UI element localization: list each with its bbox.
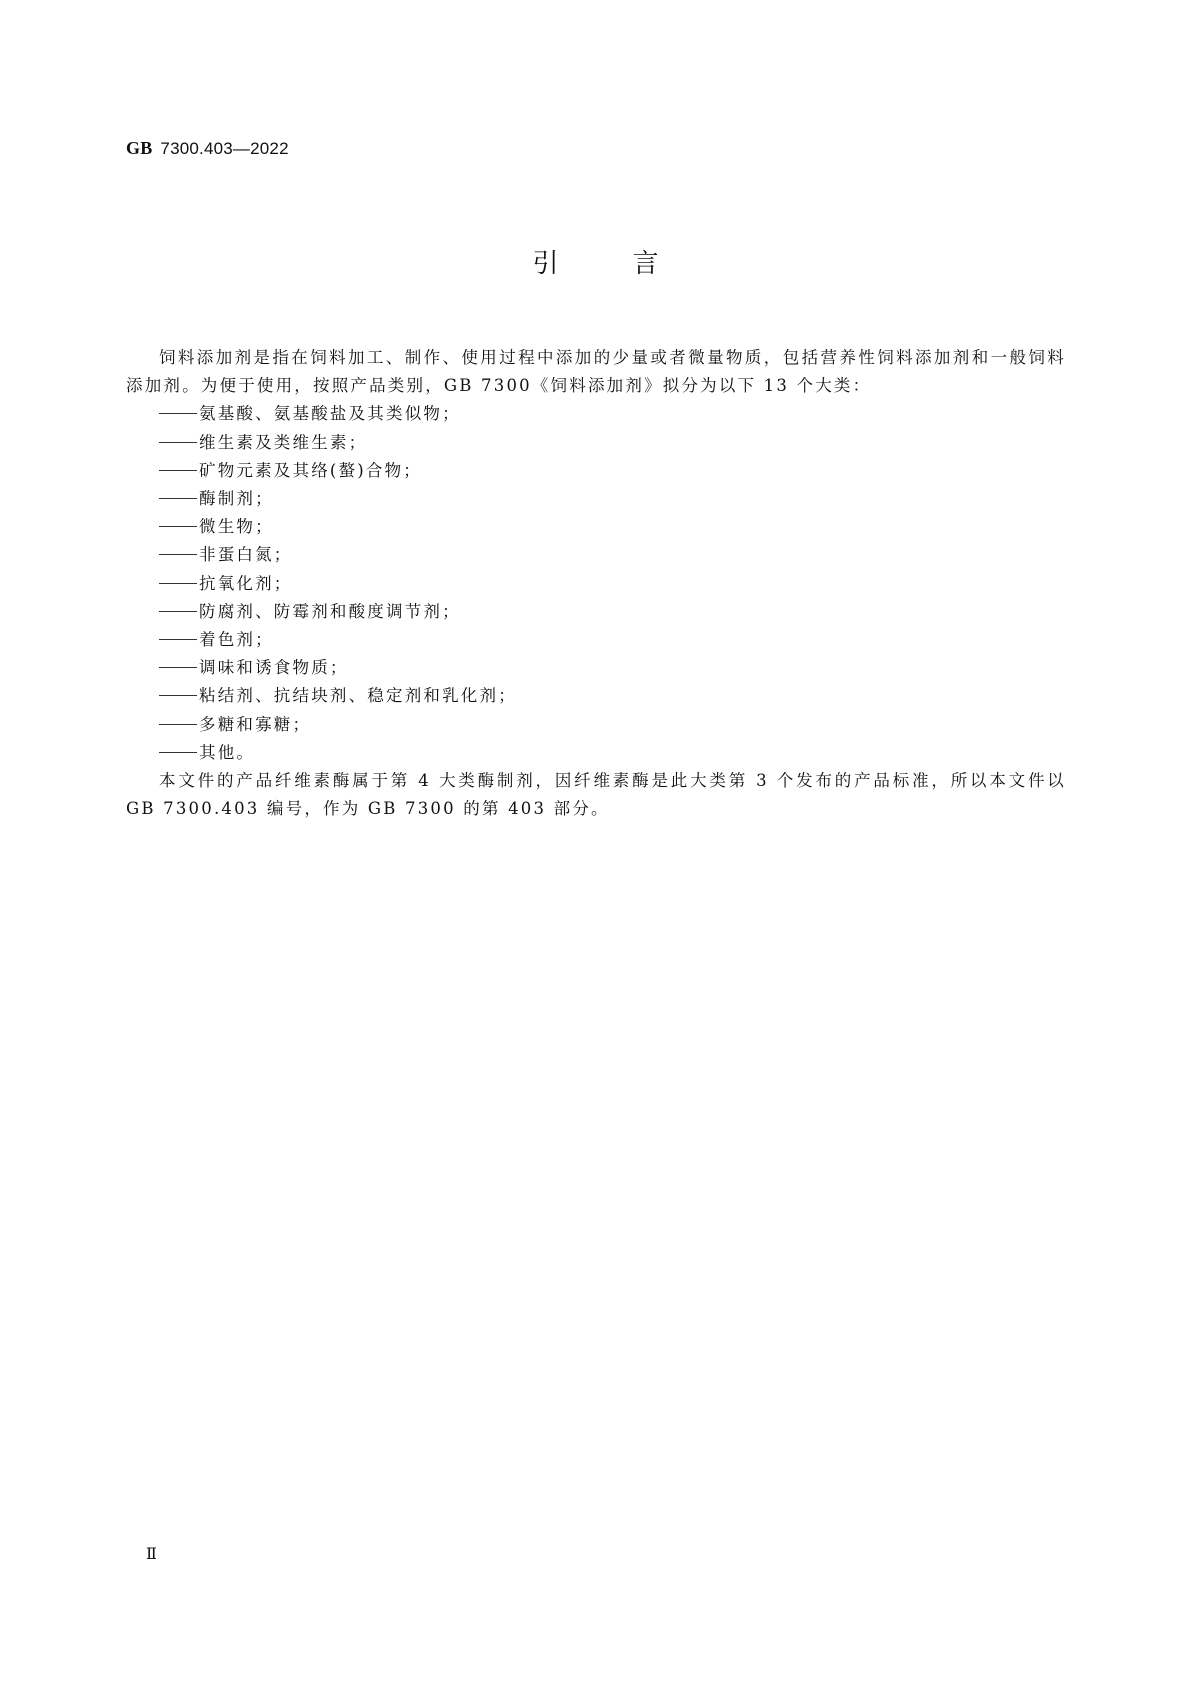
list-item: [126, 513, 1066, 541]
list-item-text: 微生物；: [199, 517, 274, 537]
dash-marker: [159, 413, 197, 414]
standard-header: [126, 138, 289, 159]
title-char-2: 言: [632, 249, 659, 279]
list-item: [126, 570, 1066, 598]
title-char-1: 引: [532, 249, 559, 279]
dash-marker: [159, 470, 197, 471]
list-item: [126, 457, 1066, 485]
list-item: [126, 711, 1066, 739]
closing-paragraph: 本文件的产品纤维素酶属于第 4 大类酶制剂，因纤维素酶是此大类第 3 个发布的产品标准，所以本文件以 GB 7300.403 编号，作为 GB 7300 的第 403 部分。: [126, 771, 1066, 819]
standard-number: 7300.403—2022: [160, 139, 289, 158]
page-title: [0, 243, 1191, 280]
list-item-text: 酶制剂；: [199, 489, 274, 509]
list-item-text: 其他。: [199, 742, 256, 762]
list-item: [126, 429, 1066, 457]
intro-paragraph: 饲料添加剂是指在饲料加工、制作、使用过程中添加的少量或者微量物质，包括营养性饲料添加剂和一般饲料添加剂。为便于使用，按照产品类别，GB 7300《饲料添加剂》拟分为以下 13 个大类：: [126, 348, 1066, 396]
dash-marker: [159, 554, 197, 555]
list-item: [126, 626, 1066, 654]
document-body: [126, 344, 1066, 823]
list-item: [126, 598, 1066, 626]
list-item-text: 着色剂；: [199, 630, 274, 650]
dash-marker: [159, 611, 197, 612]
standard-prefix: GB: [126, 138, 153, 158]
list-item-text: 维生素及类维生素；: [199, 432, 368, 452]
list-item-text: 调味和诱食物质；: [199, 658, 349, 678]
list-item-text: 粘结剂、抗结块剂、稳定剂和乳化剂；: [199, 686, 517, 706]
dash-marker: [159, 442, 197, 443]
dash-marker: [159, 724, 197, 725]
dash-marker: [159, 752, 197, 753]
list-item-text: 抗氧化剂；: [199, 573, 293, 593]
category-list: [126, 400, 1066, 767]
list-item-text: 多糖和寡糖；: [199, 714, 312, 734]
list-item: [126, 485, 1066, 513]
list-item: [126, 654, 1066, 682]
dash-marker: [159, 695, 197, 696]
dash-marker: [159, 498, 197, 499]
list-item-text: 矿物元素及其络(螯)合物；: [199, 460, 422, 480]
dash-marker: [159, 639, 197, 640]
page-number: Ⅱ: [146, 1546, 157, 1563]
list-item: [126, 541, 1066, 569]
list-item-text: 防腐剂、防霉剂和酸度调节剂；: [199, 601, 461, 621]
list-item-text: 非蛋白氮；: [199, 545, 293, 565]
list-item: [126, 400, 1066, 428]
dash-marker: [159, 583, 197, 584]
dash-marker: [159, 667, 197, 668]
list-item-text: 氨基酸、氨基酸盐及其类似物；: [199, 404, 461, 424]
list-item: [126, 682, 1066, 710]
list-item: [126, 739, 1066, 767]
dash-marker: [159, 526, 197, 527]
